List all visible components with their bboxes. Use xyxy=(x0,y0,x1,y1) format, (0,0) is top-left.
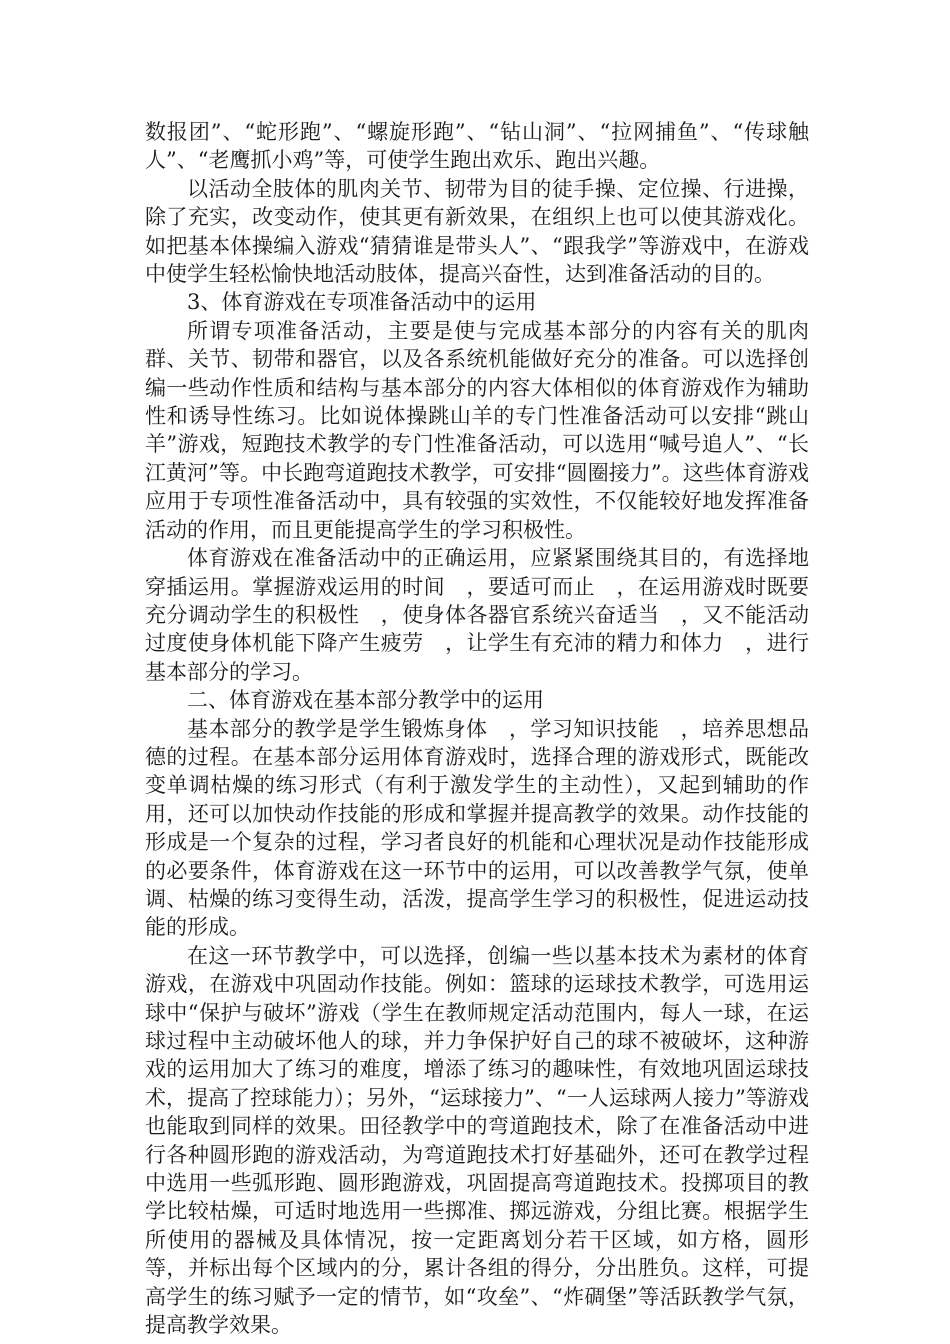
paragraph-1: 数报团”、“蛇形跑”、“螺旋形跑”、“钻山洞”、“拉网捕鱼”、“传球触人”、“老鹰抓小鸡”等，可使学生跑出欢乐、跑出兴趣。 xyxy=(145,120,809,173)
document-page xyxy=(145,118,809,1339)
section-heading-2: 二、体育游戏在基本部分教学中的运用 xyxy=(187,688,544,713)
paragraph-7: 基本部分的教学是学生锻炼身体 ，学习知识技能 ，培养思想品德的过程。在基本部分运用体育游戏时，选择合理的游戏形式，既能改变单调枯燥的练习形式（有利于激发学生的主动性），又起到辅助的作用，还可以加快动作技能的形成和掌握并提高教学的效果。动作技能的形成是一个复杂的过程，学习者良好的机能和心理状况是动作技能形成的必要条件，体育游戏在这一环节中的运用，可以改善教学气氛，使单调、枯燥的练习变得生动，活泼，提高学生学习的积极性，促进运动技能的形成。 xyxy=(145,716,809,940)
paragraph-2: 以活动全肢体的肌肉关节、韧带为目的徒手操、定位操、行进操，除了充实，改变动作，使其更有新效果，在组织上也可以使其游戏化。如把基本体操编入游戏“猜猜谁是带头人”、“跟我学”等游戏中，在游戏中使学生轻松愉快地活动肢体，提高兴奋性，达到准备活动的目的。 xyxy=(145,176,809,287)
paragraph-8: 在这一环节教学中，可以选择，创编一些以基本技术为素材的体育游戏，在游戏中巩固动作技能。例如：篮球的运球技术教学，可选用运球中“保护与破坏”游戏（学生在教师规定活动范围内，每人一球，在运球过程中主动破坏他人的球，并力争保护好自己的球不被破坏，这种游戏的运用加大了练习的难度，增添了练习的趣味性，有效地巩固运球技术，提高了控球能力）；另外，“运球接力”、“一人运球两人接力”等游戏也能取到同样的效果。田径教学中的弯道跑技术，除了在准备活动中进行各种圆形跑的游戏活动，为弯道跑技术打好基础外，还可在教学过程中选用一些弧形跑、圆形跑游戏，巩固提高弯道跑技术。投掷项目的教学比较枯燥，可适时地选用一些掷准、掷远游戏，分组比赛。根据学生所使用的器械及具体情况，按一定距离划分若干区域，如方格，圆形等，并标出每个区域内的分，累计各组的得分，分出胜负。这样，可提高学生的练习赋予一定的情节，如“攻垒”、“炸碉堡”等活跃教学气氛，提高教学效果。 xyxy=(145,943,809,1338)
paragraph-4: 所谓专项准备活动，主要是使与完成基本部分的内容有关的肌肉群、关节、韧带和器官，以及各系统机能做好充分的准备。可以选择创编一些动作性质和结构与基本部分的内容大体相似的体育游戏作为辅助性和诱导性练习。比如说体操跳山羊的专门性准备活动可以安排“跳山羊”游戏，短跑技术教学的专门性准备活动，可以选用“喊号追人”、“长江黄河”等。中长跑弯道跑技术教学，可安排“圆圈接力”。这些体育游戏应用于专项性准备活动中，具有较强的实效性，不仅能较好地发挥准备活动的作用，而且更能提高学生的学习积极性。 xyxy=(145,318,809,542)
section-heading-3: 3、体育游戏在专项准备活动中的运用 xyxy=(187,290,537,315)
paragraph-5: 体育游戏在准备活动中的正确运用，应紧紧围绕其目的，有选择地穿插运用。掌握游戏运用的时间 ，要适可而止 ，在运用游戏时既要充分调动学生的积极性 ，使身体各器官系统兴奋适当 ，又不能活动过度使身体机能下降产生疲劳 ，让学生有充沛的精力和体力 ，进行基本部分的学习。 xyxy=(145,546,809,684)
